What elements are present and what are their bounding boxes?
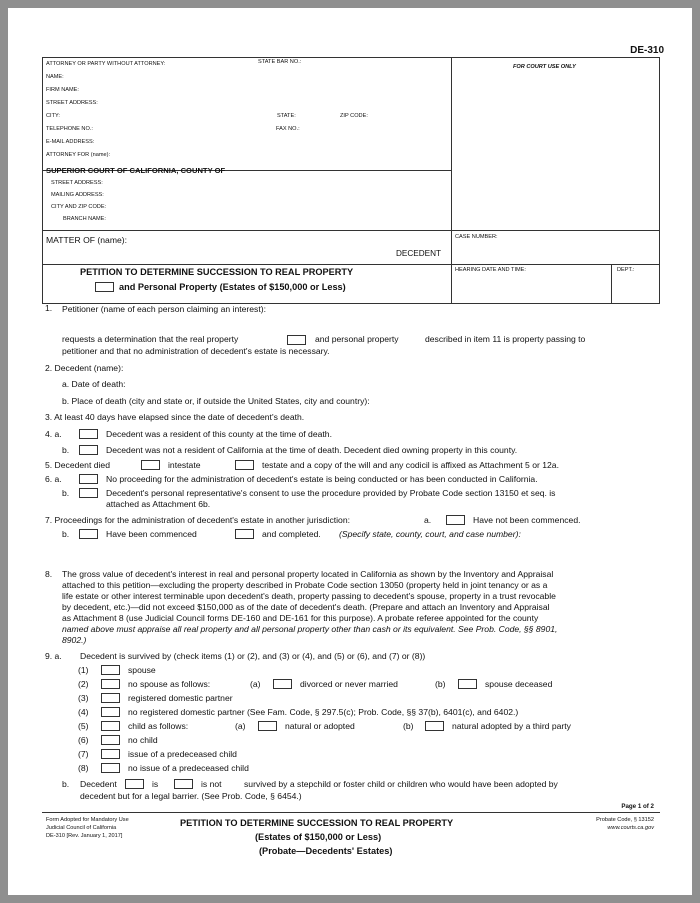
footer-code: Probate Code, § 13152	[596, 817, 654, 823]
survivor-5-number: (5)	[78, 721, 89, 731]
court-use-label: FOR COURT USE ONLY	[513, 64, 576, 70]
item-8-line-2: attached to this petition—excluding the property described in Probate Code section 13050 (property held in joint tenancy or as a	[62, 580, 548, 590]
survivor-4: no registered domestic partner (See Fam. Code, § 297.5(c); Prob. Code, §§ 37(b), 6401(c), and 6402.)	[128, 707, 519, 717]
page-number: Page 1 of 2	[621, 803, 654, 810]
item-7b-label: b.	[62, 529, 70, 539]
form-page	[8, 8, 692, 895]
item-1-described: described in item 11 is property passing to	[425, 334, 586, 344]
item-1-number: 1.	[45, 303, 53, 313]
item-5-testate: testate and a copy of the will and any codicil is affixed as Attachment 5 or 12a.	[262, 460, 559, 470]
firm-label: FIRM NAME:	[46, 87, 79, 93]
item-4b: Decedent was not a resident of California at the time of death. Decedent died owning property in this county.	[106, 445, 518, 455]
survivor-1-number: (1)	[78, 665, 89, 675]
form-id: DE-310	[630, 45, 664, 56]
natural-adopted-checkbox[interactable]	[258, 721, 277, 731]
state-bar-label: STATE BAR NO.:	[258, 59, 302, 65]
item-7a-checkbox[interactable]	[446, 515, 465, 525]
item-6-number: 6. a.	[45, 474, 62, 484]
item-8-line-7: 8902.)	[62, 635, 87, 645]
matter-label: MATTER OF (name):	[46, 235, 128, 245]
item-6a-checkbox[interactable]	[79, 474, 98, 484]
court-street-label: STREET ADDRESS:	[51, 180, 103, 186]
item-6b-line-1: Decedent's personal representative's consent to use the procedure provided by Probate Code section 13150 et seq. is	[106, 488, 556, 498]
case-number-label: CASE NUMBER:	[455, 234, 498, 240]
spouse-deceased-checkbox[interactable]	[458, 679, 477, 689]
survivor-5b-label: (b)	[403, 721, 414, 731]
footer-title-3: (Probate—Decedents' Estates)	[259, 846, 393, 856]
item-9b-is-not: is not	[201, 779, 222, 789]
item-9b-rest: survived by a stepchild or foster child or children who would have been adopted by	[244, 779, 558, 789]
item-9b-is: is	[152, 779, 159, 789]
item-6a: No proceeding for the administration of decedent's estate is being conducted or has been conducted in California.	[106, 474, 538, 484]
item-6b-label: b.	[62, 488, 70, 498]
item-5-number: 5. Decedent died	[45, 460, 110, 470]
item-7-number: 7. Proceedings for the administration of decedent's estate in another jurisdiction:	[45, 515, 350, 525]
item-2a: a. Date of death:	[62, 379, 126, 389]
no-spouse-checkbox[interactable]	[101, 679, 120, 689]
item-4a: Decedent was a resident of this county at the time of death.	[106, 429, 332, 439]
survivor-8: no issue of a predeceased child	[128, 763, 249, 773]
survivor-5: child as follows:	[128, 721, 189, 731]
item-4-number: 4. a.	[45, 429, 62, 439]
no-issue-checkbox[interactable]	[101, 763, 120, 773]
item-4b-checkbox[interactable]	[79, 445, 98, 455]
state-label: STATE:	[277, 113, 296, 119]
item-1-text: Petitioner (name of each person claiming an interest):	[62, 304, 266, 314]
footer-url[interactable]: www.courts.ca.gov	[607, 825, 654, 831]
item-9-number: 9. a.	[45, 651, 62, 661]
hearing-label: HEARING DATE AND TIME:	[455, 267, 526, 273]
survivor-6-number: (6)	[78, 735, 89, 745]
intestate-checkbox[interactable]	[141, 460, 160, 470]
name-label: NAME:	[46, 74, 64, 80]
attorney-label: ATTORNEY OR PARTY WITHOUT ATTORNEY:	[46, 61, 166, 67]
divorced-checkbox[interactable]	[273, 679, 292, 689]
third-party-checkbox[interactable]	[425, 721, 444, 731]
attorney-for-label: ATTORNEY FOR (name):	[46, 152, 111, 158]
item-7b-completed: and completed.	[262, 529, 321, 539]
court-branch-label: BRANCH NAME:	[63, 216, 106, 222]
survivor-2b-label: (b)	[435, 679, 446, 689]
footer-adopted-1: Form Adopted for Mandatory Use	[46, 817, 129, 823]
item-1-personal: and personal property	[315, 334, 399, 344]
item-6b-line-2: attached as Attachment 6b.	[106, 499, 211, 509]
dept-label: DEPT.:	[617, 267, 635, 273]
survivor-8-number: (8)	[78, 763, 89, 773]
survivor-2a-label: (a)	[250, 679, 261, 689]
item-2b: b. Place of death (city and state or, if outside the United States, city and country):	[62, 396, 370, 406]
survivor-5a-label: (a)	[235, 721, 246, 731]
footer-adopted-3: DE-310 [Rev. January 1, 2017]	[46, 833, 123, 839]
item-4a-checkbox[interactable]	[79, 429, 98, 439]
survivor-3: registered domestic partner	[128, 693, 233, 703]
real-property-checkbox[interactable]	[287, 335, 306, 345]
item-6b-checkbox[interactable]	[79, 488, 98, 498]
city-label: CITY:	[46, 113, 60, 119]
personal-property-checkbox[interactable]	[95, 282, 114, 292]
item-7b: Have been commenced	[106, 529, 197, 539]
item-8-line-5: as Attachment 8 (use Judicial Council forms DE-160 and DE-161 for this purpose). A probate referee appointed for the county	[62, 613, 539, 623]
item-7b-checkbox[interactable]	[79, 529, 98, 539]
telephone-label: TELEPHONE NO.:	[46, 126, 93, 132]
item-8-line-3: life estate or other interest terminable upon decedent's death, property passing to decedent's spouse, property in a trust revocable	[62, 591, 556, 601]
is-not-checkbox[interactable]	[174, 779, 193, 789]
survivor-6: no child	[128, 735, 158, 745]
court-title: SUPERIOR COURT OF CALIFORNIA, COUNTY OF	[46, 166, 226, 175]
fax-label: FAX NO.:	[276, 126, 300, 132]
testate-checkbox[interactable]	[235, 460, 254, 470]
street-label: STREET ADDRESS:	[46, 100, 98, 106]
item-5-intestate: intestate	[168, 460, 201, 470]
item-4b-label: b.	[62, 445, 70, 455]
survivor-2a: divorced or never married	[300, 679, 398, 689]
item-8-line-1: The gross value of decedent's interest in real and personal property located in California as shown by the Inventory and Appraisal	[62, 569, 554, 579]
footer-title-1: PETITION TO DETERMINE SUCCESSION TO REAL PROPERTY	[180, 818, 454, 828]
item-1-requests: requests a determination that the real property	[62, 334, 239, 344]
court-mailing-label: MAILING ADDRESS:	[51, 192, 104, 198]
footer-title-2: (Estates of $150,000 or Less)	[255, 832, 382, 842]
footer-adopted-2: Judicial Council of California	[46, 825, 117, 831]
zip-label: ZIP CODE:	[340, 113, 368, 119]
survivor-2: no spouse as follows:	[128, 679, 211, 689]
item-8-line-4: by decedent, etc.)—did not exceed $150,000 as of the date of decedent's death. (Prepare and attach an Inventory and Appraisal	[62, 602, 550, 612]
item-9b-decedent: Decedent	[80, 779, 117, 789]
survivor-1: spouse	[128, 665, 156, 675]
survivor-2-number: (2)	[78, 679, 89, 689]
item-3: 3. At least 40 days have elapsed since the date of decedent's death.	[45, 412, 305, 422]
is-checkbox[interactable]	[125, 779, 144, 789]
decedent-label: DECEDENT	[396, 249, 442, 258]
item-7b-completed-checkbox[interactable]	[235, 529, 254, 539]
item-8-number: 8.	[45, 569, 53, 579]
item-7b-specify: (Specify state, county, court, and case number):	[339, 529, 521, 539]
item-2: 2. Decedent (name):	[45, 363, 124, 373]
survivor-4-number: (4)	[78, 707, 89, 717]
item-7a-label: a.	[424, 515, 432, 525]
issue-checkbox[interactable]	[101, 749, 120, 759]
petition-title: PETITION TO DETERMINE SUCCESSION TO REAL PROPERTY	[80, 267, 354, 277]
survivor-5a: natural or adopted	[285, 721, 355, 731]
item-1-petitioner: petitioner and that no administration of decedent's estate is necessary.	[62, 346, 330, 356]
spouse-checkbox[interactable]	[101, 665, 120, 675]
no-domestic-partner-checkbox[interactable]	[101, 707, 120, 717]
no-child-checkbox[interactable]	[101, 735, 120, 745]
domestic-partner-checkbox[interactable]	[101, 693, 120, 703]
survivor-7: issue of a predeceased child	[128, 749, 237, 759]
email-label: E-MAIL ADDRESS:	[46, 139, 95, 145]
child-checkbox[interactable]	[101, 721, 120, 731]
item-8-line-6: named above must appraise all real property and all personal property other than cash or its equivalent. See Prob. Code, §§ 8901,	[62, 624, 558, 634]
item-9b-line-2: decedent but for a legal barrier. (See Prob. Code, § 6454.)	[80, 791, 302, 801]
survivor-7-number: (7)	[78, 749, 89, 759]
survivor-3-number: (3)	[78, 693, 89, 703]
survivor-2b: spouse deceased	[485, 679, 553, 689]
court-city-label: CITY AND ZIP CODE:	[51, 204, 107, 210]
item-9b-label: b.	[62, 779, 70, 789]
petition-subtitle: and Personal Property (Estates of $150,000 or Less)	[119, 282, 346, 292]
item-9a: Decedent is survived by (check items (1) or (2), and (3) or (4), and (5) or (6), and (7) or (8))	[80, 651, 426, 661]
survivor-5b: natural adopted by a third party	[452, 721, 571, 731]
item-7a: Have not been commenced.	[473, 515, 581, 525]
